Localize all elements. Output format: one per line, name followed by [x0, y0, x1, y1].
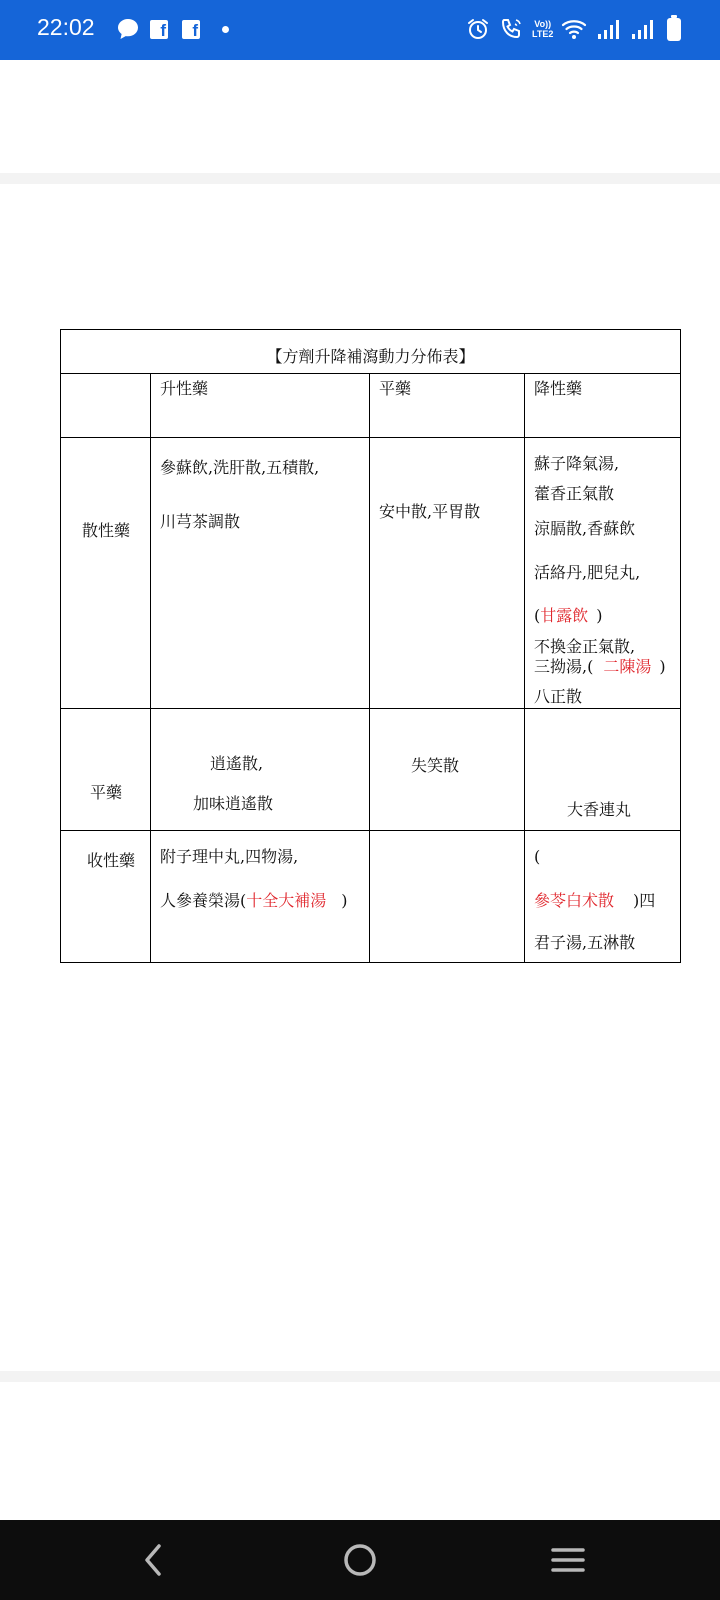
divider	[0, 173, 720, 184]
navigation-bar	[0, 1520, 720, 1600]
header-cell	[525, 374, 681, 438]
divider	[0, 1371, 720, 1382]
wifi-calling-icon	[499, 16, 525, 42]
row-label-shou: 收性藥	[87, 851, 136, 870]
cell-text: 人參養榮湯(十全大補湯 )	[160, 891, 348, 910]
alarm-icon	[466, 16, 490, 42]
cell-text: 加味逍遙散	[193, 794, 274, 813]
facebook-icon: f	[150, 16, 168, 42]
recents-icon[interactable]	[538, 1534, 598, 1586]
volte-lte2-icon: Vo)) LTE2	[532, 19, 554, 39]
cell-text: 涼膈散,香蘇飲	[534, 519, 636, 538]
table-cell	[151, 831, 370, 963]
table-cell	[525, 709, 681, 831]
table-cell	[370, 831, 525, 963]
wifi-icon	[561, 16, 587, 42]
table-cell	[525, 438, 681, 709]
status-bar	[0, 0, 720, 60]
cell-text: 藿香正氣散	[534, 484, 615, 503]
header-sheng: 升性藥	[160, 379, 209, 398]
notification-dot-icon	[222, 16, 229, 42]
back-icon[interactable]	[124, 1534, 184, 1586]
signal-icon	[631, 16, 655, 42]
table-cell	[151, 709, 370, 831]
cell-text: 活絡丹,肥兒丸,	[534, 563, 641, 582]
row-label-cell	[61, 831, 151, 963]
cell-text: 參蘇飲,洗肝散,五積散,	[160, 458, 320, 477]
table-title-cell	[61, 330, 681, 374]
cell-text: 失笑散	[411, 756, 460, 775]
table-cell	[525, 831, 681, 963]
row-label-cell	[61, 438, 151, 709]
header-ping: 平藥	[379, 379, 412, 398]
cell-text: 蘇子降氣湯,	[534, 454, 620, 473]
dynamics-distribution-table	[60, 329, 681, 963]
row-label-san: 散性藥	[82, 521, 131, 540]
cell-text: 逍遙散,	[210, 754, 264, 773]
header-cell	[370, 374, 525, 438]
corner-cell	[61, 374, 151, 438]
row-label-ping: 平藥	[90, 783, 123, 802]
table-cell	[151, 438, 370, 709]
cell-text: 大香連丸	[567, 800, 632, 819]
battery-icon	[667, 16, 681, 42]
cell-text: 君子湯,五淋散	[534, 933, 636, 952]
home-icon[interactable]	[330, 1534, 390, 1586]
header-cell	[151, 374, 370, 438]
status-time: 22:02	[37, 14, 95, 40]
facebook-icon: f	[182, 16, 200, 42]
table-cell	[370, 709, 525, 831]
cell-text: 三拗湯,( 二陳湯 )	[534, 657, 666, 676]
table-cell	[370, 438, 525, 709]
cell-text: 不換金正氣散,	[534, 637, 636, 656]
table-title: 【方劑升降補瀉動力分佈表】	[266, 347, 475, 366]
signal-icon	[597, 16, 621, 42]
cell-text: (	[534, 847, 541, 866]
chat-bubble-icon	[116, 16, 140, 42]
cell-text: 川芎茶調散	[160, 512, 241, 531]
cell-text: 安中散,平胃散	[379, 502, 481, 521]
cell-text: 參苓白术散 )四	[534, 891, 656, 910]
header-jiang: 降性藥	[534, 379, 583, 398]
cell-text: (甘露飲 )	[534, 606, 603, 625]
row-label-cell	[61, 709, 151, 831]
cell-text: 附子理中丸,四物湯,	[160, 847, 299, 866]
cell-text: 八正散	[534, 687, 583, 706]
